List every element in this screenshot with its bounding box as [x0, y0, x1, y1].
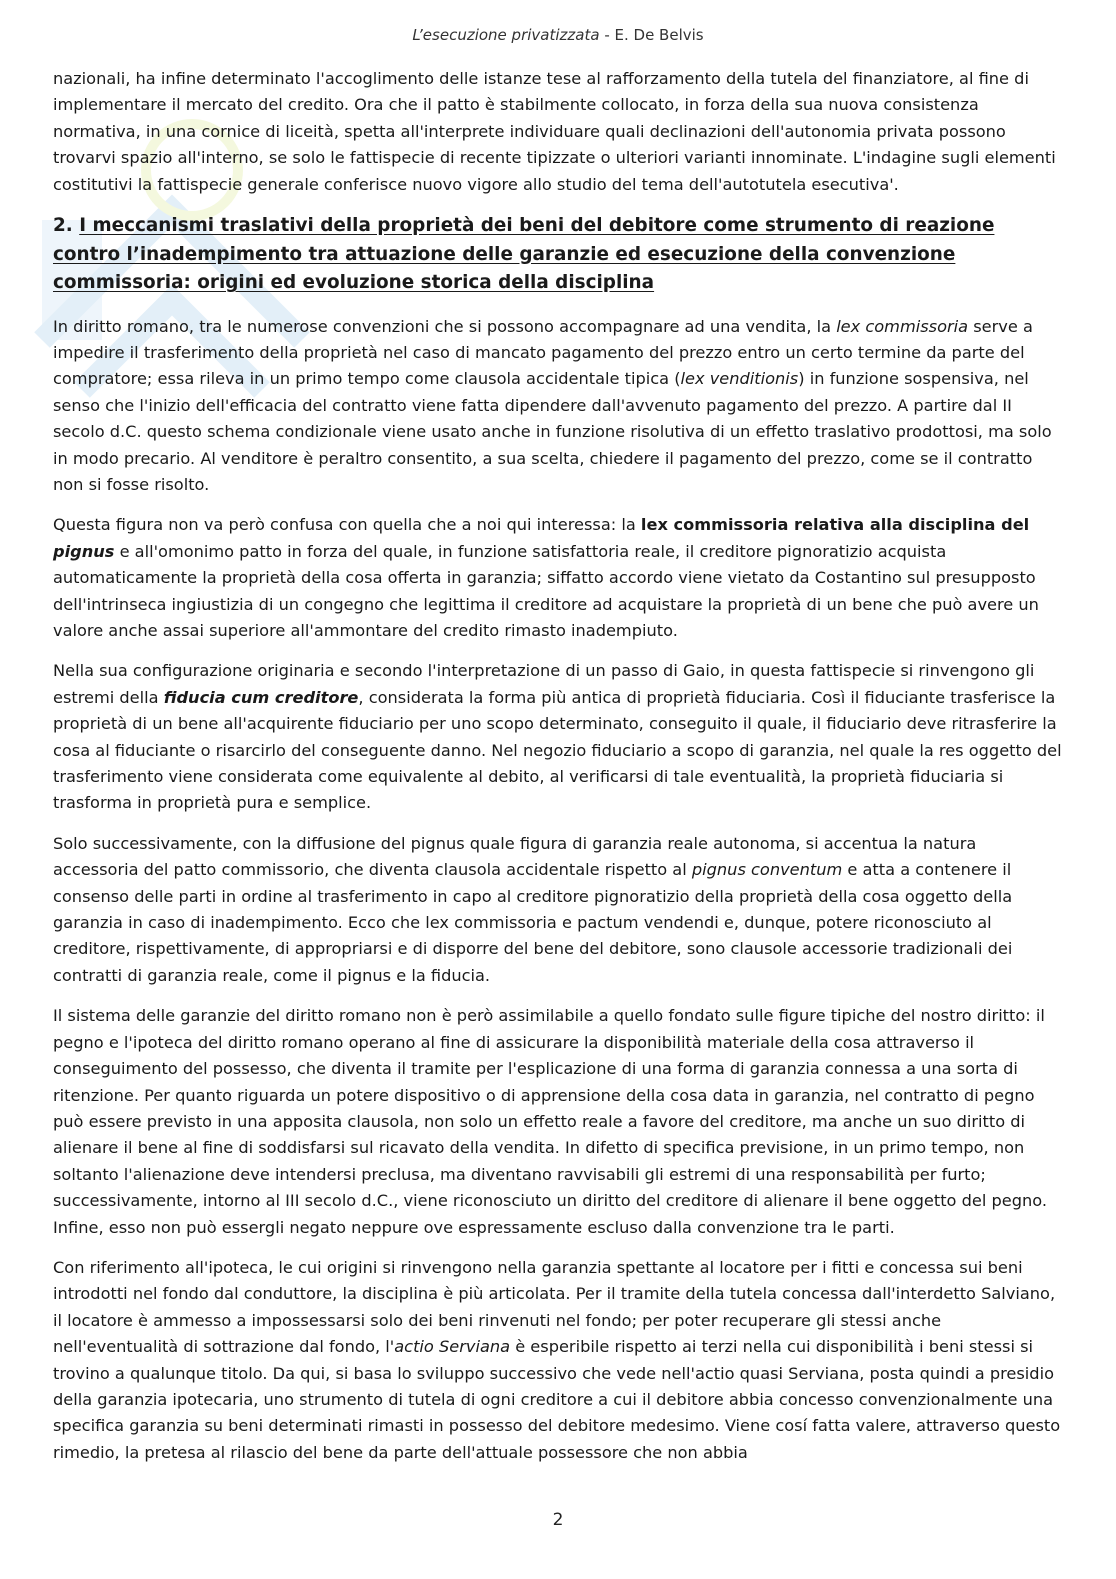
p1-text-a: In diritto romano, tra le numerose convenzioni che si possono accompagnare ad una vendita, la — [53, 316, 837, 336]
p4-italic-pignus-conventum: pignus conventum — [691, 860, 843, 880]
p6-text-a: Con riferimento all'ipoteca, le cui origini si rinvengono nella garanzia spettante al locatore per i fitti e concessa sui beni introdotti nel fondo dal conduttore, la disciplina è più articolata. Per il tramite della tutela concessa dall'interdetto Salviano, il locatore è ammesso a impossessarsi solo dei beni rinvenuti nel fondo; per poter recuperare gli stessi anche nell'eventualità di sottrazione dal fondo, l' — [53, 1257, 1056, 1357]
intro-paragraph: nazionali, ha infine determinato l'accoglimento delle istanze tese al rafforzamento della tutela del finanziatore, al fine di implementare il mercato del credito. Ora che il patto è stabilmente collocato, in forza della sua nuova consistenza normativa, in una cornice di liceità, spetta all'interprete individuare quali declinazioni dell'autonomia privata possono trovarvi spazio all'interno, se solo le fattispecie di recente tipizzate o ulteriori varianti innominate. L'indagine sugli elementi costitutivi la fattispecie generale conferisce nuovo vigore allo studio del tema dell'autotutela esecutiva'. — [53, 69, 1056, 194]
p3-text-a: Nella sua configurazione originaria e secondo l'interpretazione di un passo di Gaio, in questa fattispecie si rinvengono gli estremi della — [53, 661, 1035, 707]
p6-text-c: è esperibile rispetto ai terzi nella cui disponibilità i beni stessi si trovino a qualunque titolo. Da qui, si basa lo sviluppo successivo che vede nell'actio quasi Serviana, posta quindi a presidio della garanzia ipotecaria, uno strumento di tutela di ogni creditore a cui il debitore abbia concesso convenzionalmente una specifica garanzia su beni determinati rimasti in possesso del debitore medesimo. Viene cosí fatta valere, attraverso questo rimedio, la pretesa al rilascio del bene da parte dell'attuale possessore che non abbia — [53, 1337, 1061, 1462]
body-text — [53, 66, 1065, 1480]
section-number: 2. — [53, 215, 73, 237]
paragraph-ipoteca — [53, 1255, 1065, 1466]
header-title: L’esecuzione privatizzata — [412, 26, 600, 44]
paragraph-lex-commissoria — [53, 314, 1065, 499]
page-number: 2 — [552, 1510, 564, 1530]
header-author: E. De Belvis — [614, 26, 704, 44]
section-title: I meccanismi traslativi della proprietà dei beni del debitore come strumento di reazione contro l’inadempimento tra attuazione delle garanzie ed esecuzione della convenzione commissoria: origini ed evoluzione storica della disciplina — [53, 215, 995, 294]
p4-text-c: e atta a contenere il consenso delle parti in ordine al trasferimento in capo al creditore pignoratizio della proprietà della cosa oggetto della garanzia in caso di inadempimento. Ecco che lex commissoria e pactum vendendi e, dunque, potere riconosciuto al creditore, rispettivamente, di appropriarsi e di disporre del bene del debitore, sono clausole accessorie tradizionali dei contratti di garanzia reale, come il pignus e la fiducia. — [53, 860, 1013, 985]
header-separator: - — [599, 26, 615, 44]
section-heading — [53, 212, 1065, 298]
p1-italic-lex-venditionis: lex venditionis — [680, 369, 799, 389]
p4-text-a: Solo successivamente, con la diffusione del pignus quale figura di garanzia reale autonoma, si accentua la natura accessoria del patto commissorio, che diventa clausola accidentale rispetto al — [53, 833, 977, 880]
p1-italic-lex-commissoria: lex commissoria — [836, 316, 969, 336]
p2-text-d: e all'omonimo patto in forza del quale, in funzione satisfattoria reale, il creditore pignoratizio acquista automaticamente la proprietà della cosa offerta in garanzia; siffatto accordo viene vietato da Costantino sul presupposto dell'intrinseca ingiustizia di un congegno che legittima il creditore ad acquistare la proprietà di un bene che può avere un valore anche assai superiore all'ammontare del credito rimasto inadempiuto. — [53, 541, 1039, 640]
p3-text-c: , considerata la forma più antica di proprietà fiduciaria. Così il fiduciante trasferisce la proprietà di un bene all'acquirente fiduciario per uno scopo determinato, conseguito il quale, il fiduciario deve ritrasferire la cosa al fiduciante o risarcirlo del conseguente danno. Nel negozio fiduciario a scopo di garanzia, nel quale la res oggetto del trasferimento viene considerata come equivalente al debito, al verificarsi di tale eventualità, la proprietà fiduciaria si trasforma in proprietà pura e semplice. — [53, 687, 1062, 813]
p2-bold-italic-pignus: pignus — [53, 541, 115, 561]
running-header — [0, 26, 1116, 44]
p1-text-c: serve a impedire il trasferimento della proprietà nel caso di mancato pagamento del prezzo entro un certo termine da parte del compratore; essa rileva in un primo tempo come clausola accidentale tipica ( — [53, 316, 1033, 389]
paragraph-fiducia — [53, 658, 1065, 816]
p1-text-e: ) in funzione sospensiva, nel senso che l'inizio dell'efficacia del contratto viene fatta dipendere dall'avvenuto pagamento del prezzo. A partire dal II secolo d.C. questo schema condizionale viene usato anche in funzione risolutiva di un effetto traslativo prodottosi, ma solo in modo precario. Al venditore è peraltro consentito, a sua scelta, chiedere il pagamento del prezzo, come se il contratto non si fosse risolto. — [53, 369, 1052, 494]
paragraph-sistema-garanzie: Il sistema delle garanzie del diritto romano non è però assimilabile a quello fondato sulle figure tipiche del nostro diritto: il pegno e l'ipoteca del diritto romano operano al fine di assicurare la disponibilità materiale della cosa attraverso il conseguimento del possesso, che diventa il tramite per l'esplicazione di una forma di garanzia connessa a una sorta di ritenzione. Per quanto riguarda un potere dispositivo o di apprensione della cosa data in garanzia, nel contratto di pegno può essere previsto in una apposita clausola, non solo un effetto reale a favore del creditore, ma anche un suo diritto di alienare il bene al fine di soddisfarsi sul ricavato della vendita. In difetto di specifica previsione, in un primo tempo, non soltanto l'alienazione deve intendersi preclusa, ma diventano ravvisabili gli estremi di una responsabilità per furto; successivamente, intorno al III secolo d.C., viene riconosciuto un diritto del creditore di alienare il bene oggetto del pegno. Infine, esso non può essergli negato neppure ove espressamente escluso dalla convenzione tra le parti. — [53, 1006, 1048, 1237]
paragraph-pignus-conventum — [53, 831, 1065, 989]
p2-bold-lex-commissoria: lex commissoria relativa alla disciplina del — [640, 515, 1030, 535]
paragraph-pignus — [53, 512, 1065, 644]
p2-text-a: Questa figura non va però confusa con quella che a noi qui interessa: la — [53, 515, 641, 535]
p3-bold-italic-fiducia: fiducia cum creditore — [163, 687, 359, 707]
p6-italic-actio-serviana: actio Serviana — [394, 1337, 511, 1357]
